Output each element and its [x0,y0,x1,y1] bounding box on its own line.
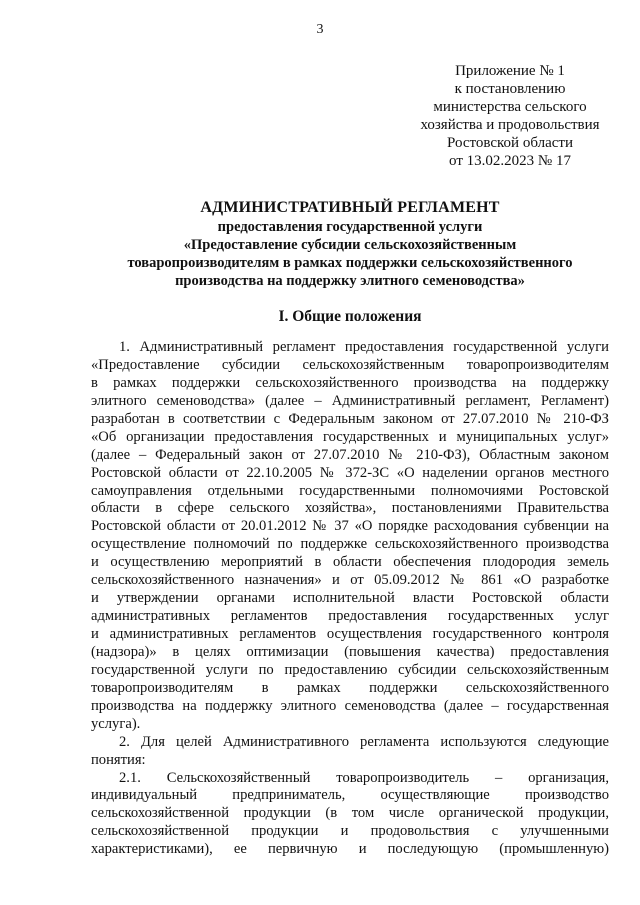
appendix-line: к постановлению [454,81,566,97]
body-line: товаропроизводителям в рамках поддержки сельскохозяйственного [91,679,609,696]
body-line: понятия: [91,751,146,768]
body-line: разработан в соответствии с Федеральным законом от 27.07.2010 № 210-ФЗ [91,410,609,427]
document-title [60,198,640,290]
body-line: «Предоставление субсидии сельскохозяйственным товаропроизводителям [91,356,609,373]
section-heading: I. Общие положения [278,308,422,325]
body-line: элитного семеноводства» (далее – Административный регламент, Регламент) [91,392,609,409]
body-line: 1. Административный регламент предоставления государственной услуги [119,339,609,355]
body-line: производства на поддержку элитного семеноводства (далее – государственная [91,697,609,714]
title-subline: «Предоставление субсидии сельскохозяйственным [183,237,517,253]
body-line: сельскохозяйственной продукции и продовольствия с улучшенными [91,823,609,840]
appendix-line: хозяйства и продовольствия [420,117,600,133]
body-line: характеристиками), ее первичную и последующую (промышленную) [91,841,609,858]
body-line: (надзора)» в целях оптимизации (повышения качества) предоставления [91,643,609,660]
body-line: сельскохозяйственного назначения» и от 05.09.2012 № 861 «О разработке [91,572,609,589]
body-line: области в сфере сельского хозяйства», постановлениями Правительства [91,500,609,517]
body-line: услуга). [91,715,141,732]
title-subline: производства на поддержку элитного семеноводства» [175,273,525,289]
body-line: и утверждении органами исполнительной власти Ростовской области [91,590,609,607]
body-line: 2.1. Сельскохозяйственный товаропроизводитель – организация, [119,769,609,786]
body-line: сельскохозяйственной продукции (в том числе органической продукции, [91,805,609,822]
appendix-line: Приложение № 1 [455,63,565,79]
body-line: и осуществлению мероприятий в области обеспечения плодородия земель [91,554,609,571]
appendix-block [400,62,620,170]
body-line: 2. Для целей Административного регламента используются следующие [119,733,609,750]
appendix-line: Ростовской области [447,135,573,151]
page-number: 3 [316,22,324,37]
body-line: «Об организации предоставления государственных и муниципальных услуг» [91,428,609,445]
title-subline: товаропроизводителям в рамках поддержки сельскохозяйственного [127,255,573,271]
body-line: Ростовской области от 22.10.2005 № 372-ЗС «О наделении органов местного [91,464,609,481]
body-line: самоуправления отдельными государственными полномочиями Ростовской [91,482,609,499]
body-line: осуществление полномочий по поддержке сельскохозяйственного производства [91,536,609,553]
appendix-line: от 13.02.2023 № 17 [449,153,571,169]
body-line: административных регламентов предоставления государственных услуг [91,608,609,625]
body-line: Ростовской области от 20.01.2012 № 37 «О порядке расходования субвенции на [91,518,609,535]
appendix-line: министерства сельского [433,99,587,115]
body-line: (далее – Федеральный закон от 27.07.2010 № 210-ФЗ), Областным законом [91,446,609,463]
body-line: и административных регламентов осуществления государственного контроля [91,626,609,642]
title-main: АДМИНИСТРАТИВНЫЙ РЕГЛАМЕНТ [200,199,500,216]
body-line: государственной услуги по предоставлению субсидии сельскохозяйственным [91,661,609,678]
body-text [91,339,609,859]
body-line: в рамках поддержки сельскохозяйственного производства на поддержку [91,374,609,391]
title-subline: предоставления государственной услуги [217,219,483,235]
body-line: индивидуальный предприниматель, осуществляющие производство [91,787,609,804]
